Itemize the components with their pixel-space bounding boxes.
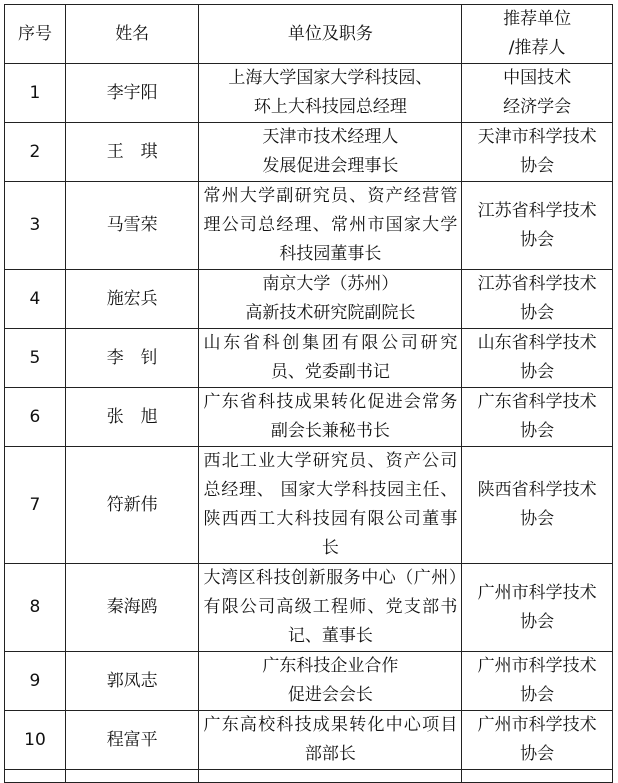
cell-recommender: 广州市科学技术 协会 bbox=[462, 711, 613, 770]
cell-recommender: 中国技术 经济学会 bbox=[462, 64, 613, 123]
cell-empty bbox=[5, 770, 66, 783]
cell-number: 4 bbox=[5, 270, 66, 329]
cell-recommender: 广州市科学技术 协会 bbox=[462, 652, 613, 711]
table-row bbox=[5, 182, 613, 270]
cell-recommender: 天津市科学技术 协会 bbox=[462, 123, 613, 182]
table-row bbox=[5, 270, 613, 329]
cell-position: 广东省科技成果转化促进会常务副会长兼秘书长 bbox=[199, 388, 462, 447]
cell-empty bbox=[65, 770, 199, 783]
cell-number: 7 bbox=[5, 447, 66, 564]
recommendation-table bbox=[4, 4, 613, 783]
cell-position: 上海大学国家大学科技园、 环上大科技园总经理 bbox=[199, 64, 462, 123]
cell-position: 广东科技企业合作 促进会会长 bbox=[199, 652, 462, 711]
table-row bbox=[5, 652, 613, 711]
table-row bbox=[5, 711, 613, 770]
cell-recommender: 江苏省科学技术 协会 bbox=[462, 182, 613, 270]
header-recommender: 推荐单位 /推荐人 bbox=[462, 5, 613, 64]
cell-name: 符新伟 bbox=[65, 447, 199, 564]
header-position: 单位及职务 bbox=[199, 5, 462, 64]
cell-name: 马雪荣 bbox=[65, 182, 199, 270]
cell-position: 山东省科创集团有限公司研究员、党委副书记 bbox=[199, 329, 462, 388]
cell-name: 李宇阳 bbox=[65, 64, 199, 123]
header-row bbox=[5, 5, 613, 64]
cell-position: 广东高校科技成果转化中心项目部部长 bbox=[199, 711, 462, 770]
table-row bbox=[5, 329, 613, 388]
cell-position: 天津市技术经理人 发展促进会理事长 bbox=[199, 123, 462, 182]
cell-number: 5 bbox=[5, 329, 66, 388]
cell-number: 3 bbox=[5, 182, 66, 270]
table-row bbox=[5, 564, 613, 652]
cell-name: 张 旭 bbox=[65, 388, 199, 447]
cell-number: 9 bbox=[5, 652, 66, 711]
cell-number: 8 bbox=[5, 564, 66, 652]
cell-position: 常州大学副研究员、资产经营管理公司总经理、常州市国家大学科技园董事长 bbox=[199, 182, 462, 270]
table-row bbox=[5, 447, 613, 564]
table-row bbox=[5, 388, 613, 447]
cell-position: 大湾区科技创新服务中心（广州）有限公司高级工程师、党支部书记、董事长 bbox=[199, 564, 462, 652]
cell-empty bbox=[462, 770, 613, 783]
cell-recommender: 广州市科学技术 协会 bbox=[462, 564, 613, 652]
cell-recommender: 山东省科学技术 协会 bbox=[462, 329, 613, 388]
cell-empty bbox=[199, 770, 462, 783]
cell-number: 10 bbox=[5, 711, 66, 770]
header-number: 序号 bbox=[5, 5, 66, 64]
cell-name: 程富平 bbox=[65, 711, 199, 770]
cell-recommender: 广东省科学技术 协会 bbox=[462, 388, 613, 447]
cell-name: 施宏兵 bbox=[65, 270, 199, 329]
cell-number: 2 bbox=[5, 123, 66, 182]
cell-name: 李 钊 bbox=[65, 329, 199, 388]
cell-position: 南京大学（苏州） 高新技术研究院副院长 bbox=[199, 270, 462, 329]
cell-number: 6 bbox=[5, 388, 66, 447]
cell-recommender: 陕西省科学技术 协会 bbox=[462, 447, 613, 564]
cell-number: 1 bbox=[5, 64, 66, 123]
cell-name: 王 琪 bbox=[65, 123, 199, 182]
table-row-partial bbox=[5, 770, 613, 783]
header-name: 姓名 bbox=[65, 5, 199, 64]
cell-name: 郭凤志 bbox=[65, 652, 199, 711]
table-row bbox=[5, 64, 613, 123]
cell-name: 秦海鸥 bbox=[65, 564, 199, 652]
cell-recommender: 江苏省科学技术 协会 bbox=[462, 270, 613, 329]
cell-position: 西北工业大学研究员、资产公司总经理、 国家大学科技园主任、陕西西工大科技园有限公司董事长 bbox=[199, 447, 462, 564]
table-row bbox=[5, 123, 613, 182]
